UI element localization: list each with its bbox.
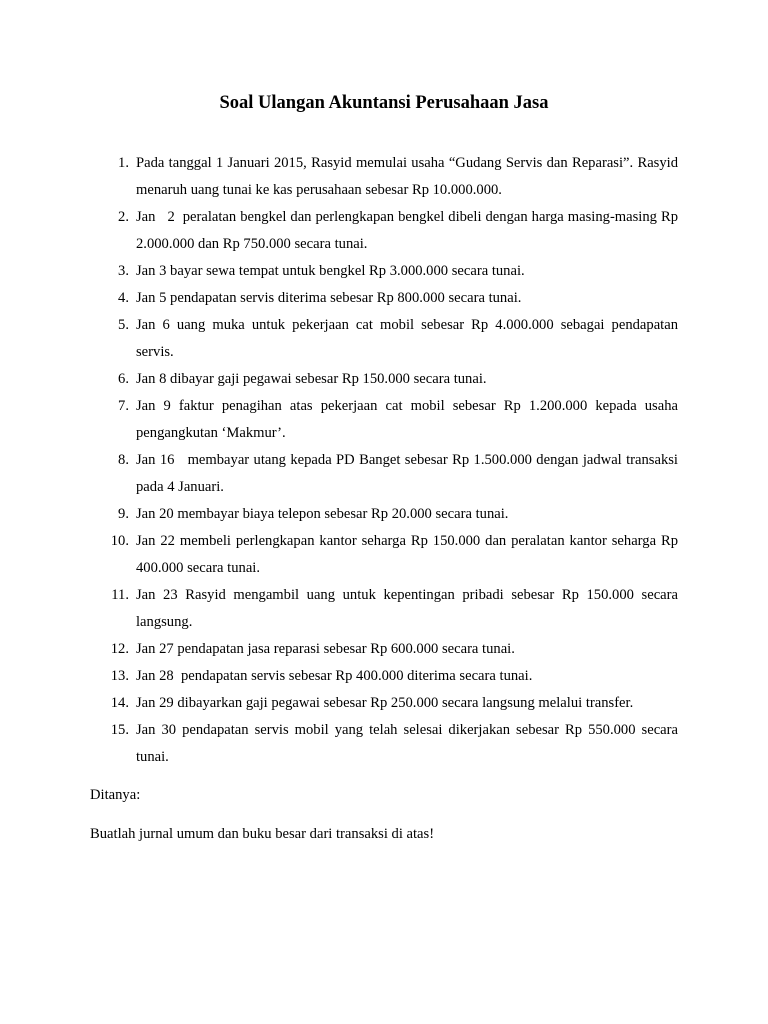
- ditanya-label: Ditanya:: [90, 787, 141, 803]
- list-item: [90, 582, 682, 636]
- list-item-number: 2.: [118, 209, 129, 225]
- list-item-text: Jan 27 pendapatan jasa reparasi sebesar Rp 600.000 secara tunai.: [136, 641, 515, 657]
- list-item-number: 8.: [118, 452, 129, 468]
- instruction-text: Buatlah jurnal umum dan buku besar dari transaksi di atas!: [90, 826, 435, 842]
- list-item-text: Jan 9 faktur penagihan atas pekerjaan cat mobil sebesar Rp 1.200.000 kepada usaha pengangkutan ‘Makmur’.: [136, 398, 682, 441]
- list-item: [90, 636, 678, 663]
- list-item-number: 10.: [110, 533, 129, 549]
- list-item-text: Jan 2 peralatan bengkel dan perlengkapan bengkel dibeli dengan harga masing-masing Rp 2.000.000 dan Rp 750.000 secara tunai.: [136, 209, 682, 252]
- list-item-text: Jan 3 bayar sewa tempat untuk bengkel Rp 3.000.000 secara tunai.: [136, 263, 525, 279]
- list-item-number: 12.: [110, 641, 129, 657]
- list-item-text: Jan 28 pendapatan servis sebesar Rp 400.000 diterima secara tunai.: [136, 668, 533, 684]
- document-title: Soal Ulangan Akuntansi Perusahaan Jasa: [219, 93, 549, 113]
- list-item-text: Jan 20 membayar biaya telepon sebesar Rp 20.000 secara tunai.: [136, 506, 509, 522]
- list-item: [90, 447, 682, 501]
- list-item-text: Pada tanggal 1 Januari 2015, Rasyid memulai usaha “Gudang Servis dan Reparasi”. Rasyid menaruh uang tunai ke kas perusahaan sebesar Rp 10.000.000.: [136, 155, 682, 198]
- list-item-number: 11.: [111, 587, 129, 603]
- list-item-text: Jan 23 Rasyid mengambil uang untuk kepentingan pribadi sebesar Rp 150.000 secara langsung.: [136, 587, 682, 630]
- list-item: [90, 690, 678, 717]
- list-item: [90, 366, 678, 393]
- list-item: [90, 528, 682, 582]
- list-item-number: 6.: [118, 371, 129, 387]
- list-item-number: 9.: [118, 506, 129, 522]
- list-item: [90, 150, 682, 204]
- list-item-text: Jan 29 dibayarkan gaji pegawai sebesar Rp 250.000 secara langsung melalui transfer.: [136, 695, 634, 711]
- list-item-number: 7.: [118, 398, 129, 414]
- list-item: [90, 312, 682, 366]
- list-item: [90, 501, 678, 528]
- list-item-number: 13.: [110, 668, 129, 684]
- list-item: [90, 258, 678, 285]
- list-item: [90, 717, 682, 771]
- list-item-text: Jan 30 pendapatan servis mobil yang telah selesai dikerjakan sebesar Rp 550.000 secara tunai.: [136, 722, 682, 765]
- list-item-text: Jan 5 pendapatan servis diterima sebesar Rp 800.000 secara tunai.: [136, 290, 522, 306]
- list-item: [90, 393, 682, 447]
- list-item: [90, 204, 682, 258]
- list-item-number: 4.: [118, 290, 129, 306]
- list-item: [90, 663, 678, 690]
- list-item-number: 14.: [110, 695, 129, 711]
- list-item-number: 5.: [118, 317, 129, 333]
- question-list: [90, 150, 682, 771]
- list-item-text: Jan 8 dibayar gaji pegawai sebesar Rp 150.000 secara tunai.: [136, 371, 487, 387]
- list-item-number: 15.: [110, 722, 129, 738]
- list-item-text: Jan 22 membeli perlengkapan kantor seharga Rp 150.000 dan peralatan kantor seharga Rp 400.000 secara tunai.: [136, 533, 682, 576]
- list-item-number: 3.: [118, 263, 129, 279]
- list-item-text: Jan 6 uang muka untuk pekerjaan cat mobil sebesar Rp 4.000.000 sebagai pendapatan servis.: [136, 317, 682, 360]
- list-item-number: 1.: [118, 155, 129, 171]
- list-item-text: Jan 16 membayar utang kepada PD Banget sebesar Rp 1.500.000 dengan jadwal transaksi pada 4 Januari.: [136, 452, 682, 495]
- list-item: [90, 285, 678, 312]
